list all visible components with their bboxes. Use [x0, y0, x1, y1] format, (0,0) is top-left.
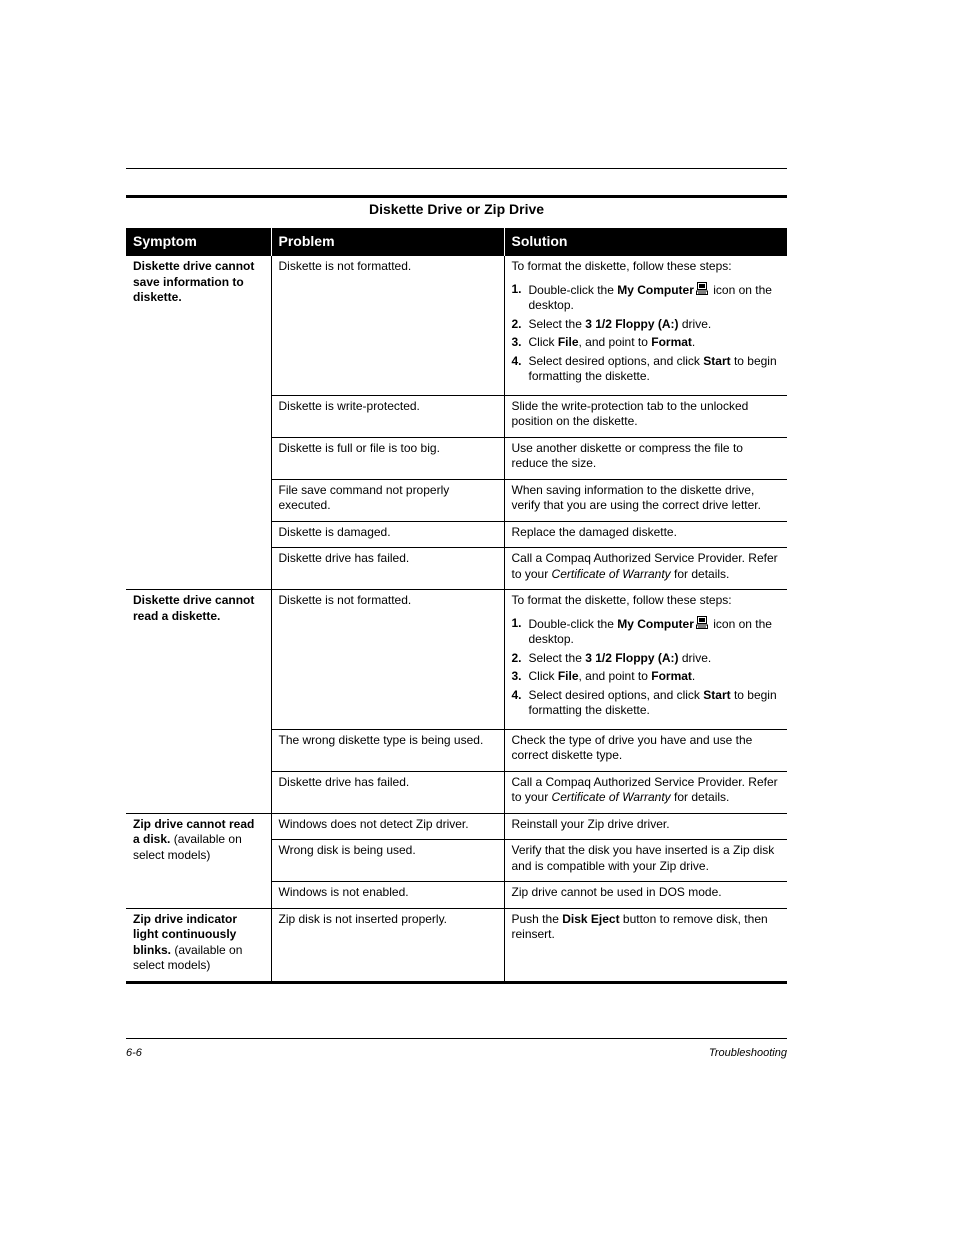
solution-cell: Zip drive cannot be used in DOS mode.: [504, 882, 787, 909]
problem-cell: Diskette is full or file is too big.: [271, 437, 504, 479]
page-number: 6-6: [126, 1047, 142, 1059]
computer-icon: [696, 616, 708, 629]
solution-cell: When saving information to the diskette drive, verify that you are using the correct drive letter.: [504, 479, 787, 521]
problem-cell: Diskette drive has failed.: [271, 771, 504, 813]
format-steps: [512, 616, 781, 719]
table-header-row: [126, 228, 787, 256]
header-rule-thin: [126, 168, 787, 169]
format-steps: [512, 282, 781, 385]
table-row: [126, 590, 787, 730]
header-rule-thick: [126, 195, 787, 198]
solution-cell: Call a Compaq Authorized Service Provider. Refer to your Certificate of Warranty for details.: [504, 771, 787, 813]
table-row: [126, 908, 787, 982]
solution-cell: Push the Disk Eject button to remove disk, then reinsert.: [504, 908, 787, 982]
list-item: 3. Click File, and point to Format.: [511, 669, 696, 683]
solution-cell: Reinstall your Zip drive driver.: [504, 813, 787, 840]
problem-cell: Diskette is damaged.: [271, 521, 504, 548]
list-item: 1. Double-click the My Computer icon on the desktop.: [511, 615, 772, 646]
footer-rule: [126, 1038, 787, 1039]
list-item: 2. Select the 3 1/2 Floppy (A:) drive.: [511, 316, 712, 331]
format-intro: To format the diskette, follow these steps:: [511, 593, 732, 607]
solution-header: Solution: [504, 228, 787, 256]
problem-cell: Windows is not enabled.: [271, 882, 504, 909]
solution-cell: Check the type of drive you have and use the correct diskette type.: [504, 729, 787, 771]
problem-cell: Diskette is write-protected.: [271, 395, 504, 437]
solution-cell: [504, 590, 787, 730]
problem-cell: Diskette is not formatted.: [271, 590, 504, 730]
solution-cell: [504, 256, 787, 395]
symptom-cell: Diskette drive cannot read a diskette.: [126, 590, 271, 814]
solution-cell: Slide the write-protection tab to the unlocked position on the diskette.: [504, 395, 787, 437]
troubleshooting-table: [126, 228, 787, 984]
list-item: 3. Click File, and point to Format.: [511, 335, 696, 349]
symptom-header: Symptom: [126, 228, 271, 256]
table-row: [126, 813, 787, 840]
section-name: Troubleshooting: [708, 1047, 787, 1059]
problem-cell: The wrong diskette type is being used.: [271, 729, 504, 771]
problem-cell: File save command not properly executed.: [271, 479, 504, 521]
list-item: 2. Select the 3 1/2 Floppy (A:) drive.: [511, 650, 712, 665]
solution-cell: Use another diskette or compress the file to reduce the size.: [504, 437, 787, 479]
list-item: 4. Select desired options, and click Start to begin formatting the diskette.: [511, 353, 777, 383]
problem-cell: Zip disk is not inserted properly.: [271, 908, 504, 982]
symptom-cell: Diskette drive cannot save information to diskette.: [126, 256, 271, 590]
computer-icon: [696, 282, 708, 295]
format-intro: To format the diskette, follow these steps:: [511, 259, 732, 273]
problem-cell: Diskette is not formatted.: [271, 256, 504, 395]
list-item: 4. Select desired options, and click Start to begin formatting the diskette.: [511, 687, 777, 717]
problem-cell: Windows does not detect Zip driver.: [271, 813, 504, 840]
solution-cell: Replace the damaged diskette.: [504, 521, 787, 548]
table-row: [126, 256, 787, 395]
symptom-cell: Zip drive cannot read a disk. (available on select models): [126, 813, 271, 908]
list-item: 1. Double-click the My Computer icon on the desktop.: [511, 281, 772, 312]
solution-cell: Verify that the disk you have inserted is a Zip disk and is compatible with your Zip drive.: [504, 840, 787, 882]
table-title: Diskette Drive or Zip Drive: [368, 201, 545, 217]
problem-cell: Diskette drive has failed.: [271, 548, 504, 590]
solution-cell: Call a Compaq Authorized Service Provider. Refer to your Certificate of Warranty for details.: [504, 548, 787, 590]
problem-header: Problem: [271, 228, 504, 256]
symptom-cell: Zip drive indicator light continuously blinks. (available on select models): [126, 908, 271, 982]
problem-cell: Wrong disk is being used.: [271, 840, 504, 882]
